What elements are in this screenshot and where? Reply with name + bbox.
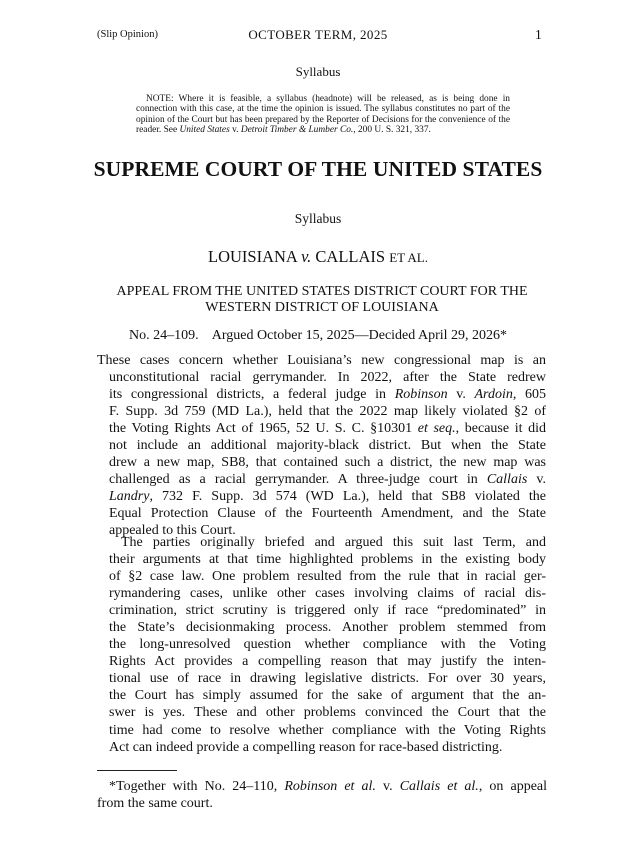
appeal-line: APPEAL FROM THE UNITED STATES DISTRICT COURT FOR THE WESTERN DISTRICT OF LOUISIANA: [116, 284, 528, 315]
versus: v.: [301, 247, 312, 266]
text-line: Act can indeed provide a compelling reason for race-based districting.: [109, 739, 503, 755]
text-line: drew a new map, SB8, that contained such a district, the new map was: [109, 455, 546, 471]
text-line: unconstitutional racial gerrymander. In 2022, after the State redrew: [109, 370, 546, 386]
text-line: the long-unresolved question whether compliance with the Voting: [109, 637, 546, 653]
text-line: their arguments at that time highlighted problems in the existing body: [109, 552, 546, 568]
text-line: The parties originally briefed and argued this suit last Term, and: [121, 535, 546, 550]
text-line: Landry, 732 F. Supp. 3d 574 (WD La.), held that SB8 violated the: [109, 489, 546, 505]
syllabus-paragraph-1: [97, 352, 546, 540]
footnote-line: from the same court.: [97, 796, 213, 811]
text-line: challenged as a racial gerrymander. A three-judge court in Callais v.: [109, 472, 547, 488]
text-line: not include an additional majority-black district. But when the State: [109, 438, 546, 454]
case-caption: [0, 247, 636, 267]
footnote: [97, 778, 547, 812]
party-one: LOUISIANA: [208, 247, 297, 266]
text-line: appealed to this Court.: [109, 523, 236, 539]
docket-line: No. 24–109. Argued October 15, 2025—Decided April 29, 2026*: [128, 328, 508, 343]
footnote-divider: [97, 770, 177, 771]
text-line: rymandering cases, unlike other cases involving claims of racial dis-: [109, 586, 546, 602]
text-line: its congressional districts, a federal judge in Robinson v. Ardoin, 605: [109, 387, 547, 403]
text-line: the Voting Rights Act of 1965, 52 U. S. C. §10301 et seq., because it did: [109, 421, 547, 437]
et-al: ET AL.: [389, 250, 428, 265]
text-line: swer is yes. These and other problems convinced the Court that the: [109, 705, 546, 721]
text-line: F. Supp. 3d 759 (MD La.), held that the 2022 map likely violated §2 of: [109, 404, 546, 420]
text-line: Equal Protection Clause of the Fourteenth Amendment, and the State: [109, 506, 546, 522]
text-line: the State’s decisionmaking process. Another problem stemmed from: [109, 620, 546, 636]
text-line: of §2 case law. One problem resulted from the rule that in racial ger-: [109, 569, 546, 585]
text-line: tional use of race in drawing legislative districts. For over 30 years,: [109, 671, 546, 687]
text-line: Rights Act provides a compelling reason that may justify the inten-: [109, 654, 546, 670]
page-number: 1: [535, 27, 542, 42]
court-name: SUPREME COURT OF THE UNITED STATES: [93, 157, 543, 181]
reporter-note: NOTE: Where it is feasible, a syllabus (headnote) will be released, as is being done in connection with this case, at the time the opinion is issued. The syllabus constitutes no part of the opinion of the Court but has been prepared by the Reporter of Decisions for the convenience of the reader. See United States v. Detroit Timber & Lumber Co., 200 U. S. 321, 337.: [136, 94, 510, 136]
text-line: time had come to resolve whether compliance with the Voting Rights: [109, 722, 546, 738]
footnote-line: *Together with No. 24–110, Robinson et al. v. Callais et al., on appeal: [109, 779, 548, 794]
syllabus-heading-2: Syllabus: [294, 211, 342, 226]
text-line: These cases concern whether Louisiana’s new congressional map is an: [97, 353, 546, 368]
text-line: crimination, strict scrutiny is triggered only if race “predominated” in: [109, 603, 546, 619]
syllabus-paragraph-2: [97, 534, 546, 756]
party-two: CALLAIS: [315, 247, 386, 266]
text-line: the Court has simply assumed for the sake of argument that the an-: [109, 688, 546, 704]
syllabus-heading: Syllabus: [295, 64, 341, 79]
slip-opinion-label: (Slip Opinion): [97, 29, 158, 40]
term-header: OCTOBER TERM, 2025: [248, 27, 388, 42]
